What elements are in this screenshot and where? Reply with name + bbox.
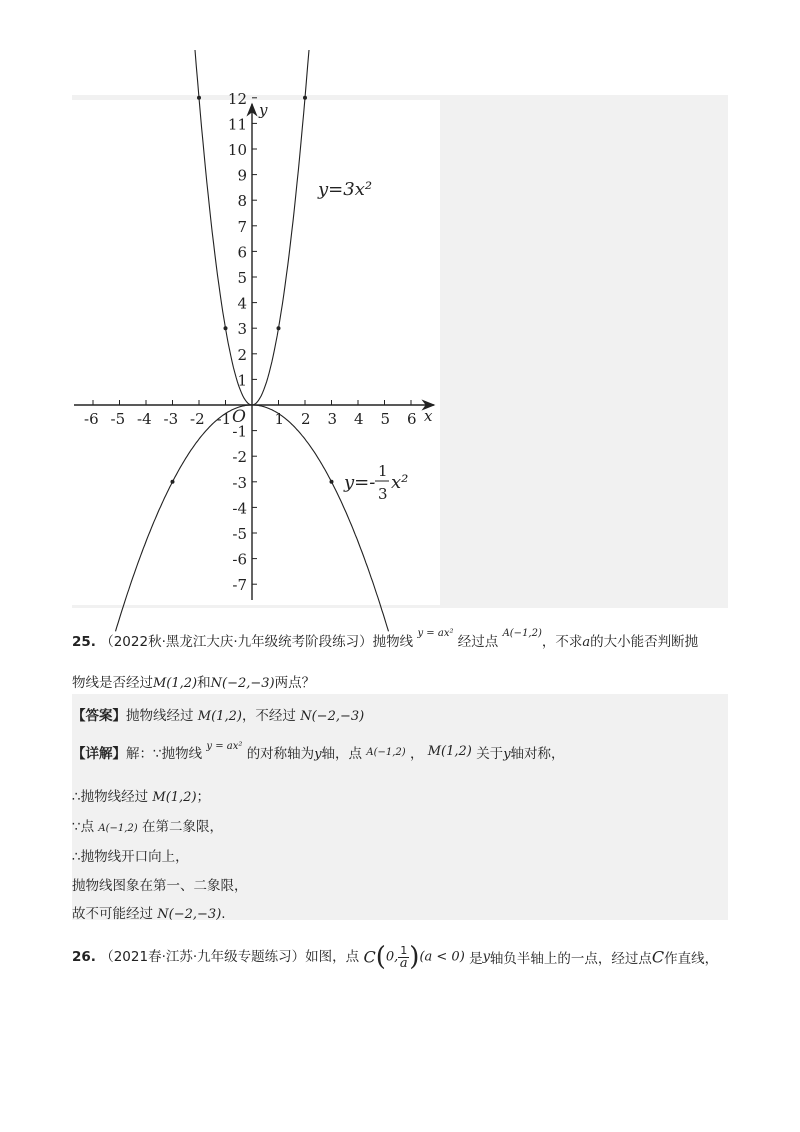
q25-text-c: ，不求: [541, 634, 583, 650]
y-tick-label: 11: [227, 115, 247, 134]
q25-line2: [72, 671, 315, 691]
origin-label: O: [232, 407, 246, 427]
detail-l1-y: y: [314, 747, 322, 762]
curve-down-label-den: 3: [378, 485, 388, 503]
answer-text-a: 抛物线经过: [126, 708, 194, 724]
q25-point-m: M(1,2): [153, 676, 198, 691]
y-tick-label: 12: [227, 89, 247, 108]
q25-line1: [72, 630, 698, 650]
q26-text-d: 作直线，: [664, 951, 719, 967]
x-tick-label: 4: [354, 410, 364, 428]
detail-l3-b: 在第二象限，: [142, 819, 223, 835]
q25-line2-a: 物线是否经过: [72, 675, 153, 691]
detail-l3-a: ∵点: [72, 819, 95, 835]
q26-line1: [72, 942, 718, 972]
y-tick-label: 10: [227, 141, 247, 159]
y-tick-label: 7: [237, 217, 247, 236]
q26-fraction: [398, 945, 409, 970]
detail-l2-a: ∴抛物线经过: [72, 789, 149, 805]
q25-var-a: a: [582, 635, 591, 650]
parabola-figure: [72, 89, 440, 605]
x-tick-label: -1: [216, 410, 232, 428]
detail-l1-e: 轴对称，: [510, 746, 565, 762]
marked-point: [171, 480, 175, 484]
x-tick-label: 5: [380, 410, 391, 428]
q26-condition: (a < 0): [419, 949, 465, 965]
y-tick-label: -2: [232, 448, 247, 467]
detail-l4: ∴抛物线开口向上，: [72, 849, 189, 865]
y-tick-label: 5: [237, 269, 247, 287]
x-tick-label: -4: [137, 410, 152, 428]
detail-line2: [72, 785, 210, 805]
y-axis-label: y: [259, 101, 268, 119]
detail-line4: [72, 845, 189, 865]
y-tick-label: -5: [232, 525, 247, 543]
detail-line6: [72, 902, 226, 922]
y-tick-label: 2: [237, 345, 247, 364]
y-tick-label: -7: [232, 576, 247, 595]
detail-l1-point-m: M(1,2): [427, 744, 472, 759]
y-tick-label: 4: [237, 294, 247, 313]
curve-up-label: y=3x²: [318, 179, 373, 200]
y-tick-label: -6: [232, 550, 247, 569]
answer-text-b: ，不经过: [241, 708, 296, 724]
q26-point-c2: C: [651, 947, 665, 967]
q25-text-a: 抛物线: [372, 634, 414, 650]
coordinate-graph: [72, 89, 440, 605]
q26-paren-open: (: [375, 942, 386, 972]
q25-line2-c: 两点？: [274, 675, 316, 691]
y-tick-label: 8: [237, 192, 247, 211]
y-tick-label: 9: [237, 166, 247, 185]
q26-paren-close: ): [409, 942, 420, 972]
detail-line3: [72, 815, 223, 835]
detail-l1-b: 的对称轴为: [246, 746, 315, 762]
y-tick-label: 6: [237, 243, 247, 262]
curve-down-label-prefix: y=-: [344, 472, 376, 493]
marked-point: [197, 96, 201, 100]
q25-number: 25.: [72, 634, 96, 650]
marked-point: [277, 326, 281, 330]
detail-l6-point-n: N(−2,−3): [157, 907, 222, 922]
answer-point-m: M(1,2): [197, 709, 242, 724]
answer-line: [72, 704, 364, 724]
q25-equation: y = ax²: [417, 628, 454, 639]
x-tick-label: 1: [274, 410, 285, 428]
q26-frac-num: 1: [400, 943, 408, 957]
q26-text-b: 是: [469, 951, 483, 967]
x-tick-label: -3: [163, 410, 179, 428]
detail-l5: 抛物线图象在第一、二象限，: [72, 878, 248, 894]
detail-tag: 【详解】: [72, 746, 126, 762]
detail-l2-point-m: M(1,2): [152, 790, 197, 805]
q26-text-a: 如图，点: [305, 949, 360, 965]
y-tick-label: 3: [237, 320, 247, 339]
x-tick-label: -5: [110, 410, 126, 428]
q26-frac-den: a: [399, 955, 408, 971]
y-tick-label: -4: [232, 499, 247, 518]
q25-source: （2022秋·黑龙江大庆·九年级统考阶段练习）: [100, 634, 373, 650]
detail-l1-sep: ，: [409, 746, 424, 762]
detail-line1: [72, 742, 565, 762]
x-tick-label: 3: [327, 410, 338, 428]
curve-down-label-num: 1: [378, 462, 388, 480]
q26-text-c: 轴负半轴上的一点，经过点: [489, 951, 652, 967]
detail-l1-y2: y: [503, 747, 511, 762]
marked-point: [303, 96, 307, 100]
detail-l1-a: 解：∵抛物线: [126, 746, 203, 762]
q26-source: （2021春·江苏·九年级专题练习）: [100, 949, 306, 965]
detail-l1-eq: y = ax²: [206, 741, 243, 752]
detail-l6-b: .: [221, 906, 226, 922]
marked-point: [330, 480, 334, 484]
detail-l1-point-a: A(−1,2): [366, 747, 406, 758]
marked-point: [224, 326, 228, 330]
x-tick-label: -2: [190, 410, 205, 428]
answer-point-n: N(−2,−3): [300, 709, 365, 724]
y-tick-label: -1: [232, 422, 247, 441]
q26-var-y: y: [482, 949, 490, 965]
y-tick-label: 1: [237, 371, 247, 390]
x-tick-label: 2: [301, 410, 311, 428]
answer-tag: 【答案】: [72, 708, 126, 724]
y-tick-label: -3: [232, 473, 247, 492]
curve-down-label-suffix: x²: [391, 472, 409, 493]
q26-number: 26.: [72, 949, 96, 965]
detail-l1-d: 关于: [476, 746, 504, 762]
x-tick-label: -6: [84, 410, 99, 428]
detail-l3-point-a: A(−1,2): [98, 823, 138, 834]
detail-line5: [72, 874, 248, 894]
detail-l6-a: 故不可能经过: [72, 906, 153, 922]
detail-l1-c: 轴，点: [321, 746, 363, 762]
q25-text-d: 的大小能否判断抛: [590, 634, 699, 650]
q25-point-n: N(−2,−3): [210, 676, 275, 691]
q25-point-a: A(−1,2): [502, 628, 542, 639]
q26-point-c: C: [363, 947, 376, 967]
q25-text-b: 经过点: [457, 634, 499, 650]
x-axis-label: x: [424, 407, 433, 425]
q26-coord-x: 0,: [385, 949, 399, 965]
q25-line2-b: 和: [197, 675, 211, 691]
detail-l2-b: ；: [196, 789, 211, 805]
x-tick-label: 6: [407, 410, 417, 428]
